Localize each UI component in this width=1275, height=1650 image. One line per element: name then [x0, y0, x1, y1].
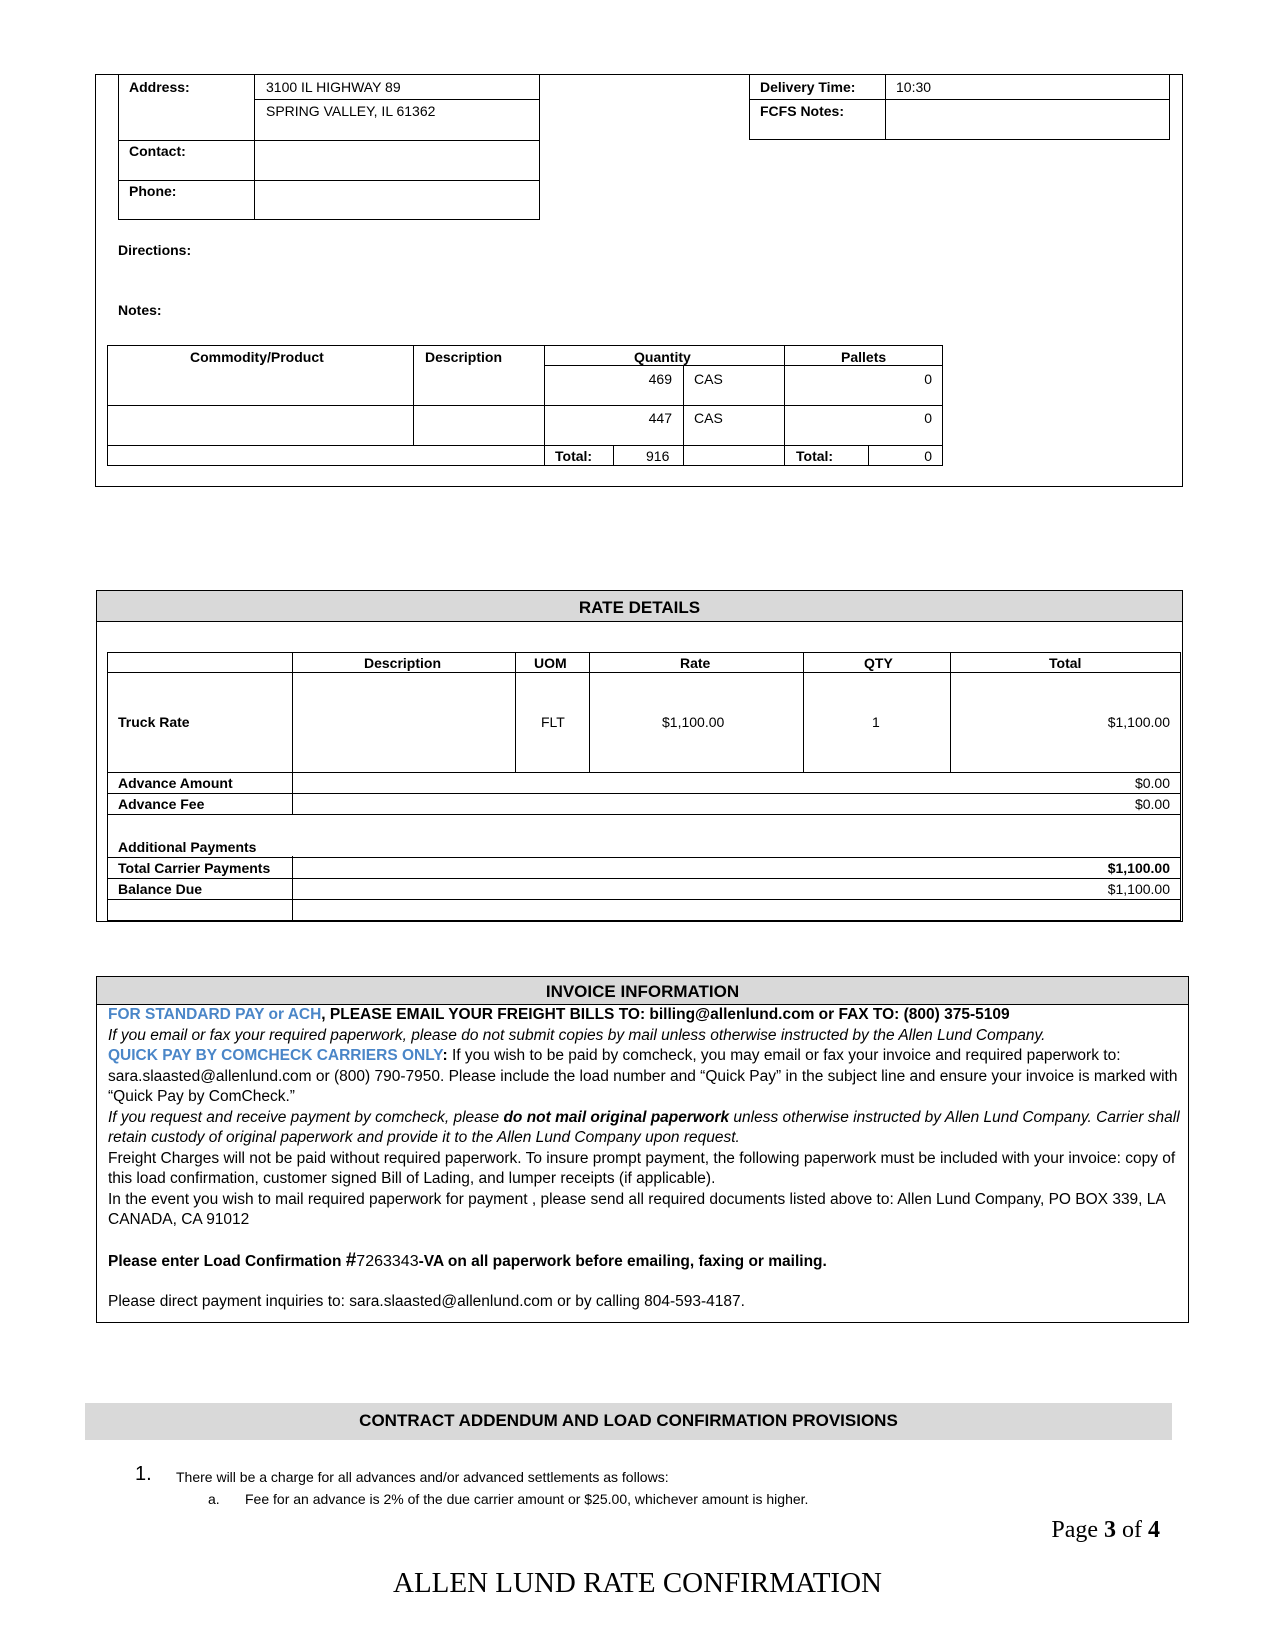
contact-label: Contact:: [129, 143, 186, 159]
advance-amount-value: $0.00: [1134, 775, 1170, 791]
rate-col-qty: QTY: [864, 655, 893, 671]
row2-pallets: 0: [924, 410, 932, 426]
truck-rate-label: Truck Rate: [118, 714, 190, 730]
advance-fee-value: $0.00: [1134, 796, 1170, 812]
row1-unit: CAS: [694, 371, 723, 387]
address-line2: SPRING VALLEY, IL 61362: [266, 103, 436, 119]
invoice-no-mail-note: If you email or fax your required paperwork, please do not submit copies by mail unless otherwise instructed by the Allen Lund Company.: [108, 1026, 1046, 1044]
fcfs-notes-label: FCFS Notes:: [760, 103, 844, 119]
row2-unit: CAS: [694, 410, 723, 426]
quick-pay-heading: QUICK PAY BY COMCHECK CARRIERS ONLY: [108, 1047, 443, 1064]
row2-qty: 447: [648, 410, 672, 426]
invoice-title: INVOICE INFORMATION: [545, 982, 740, 1001]
balance-due-value: $1,100.00: [1107, 881, 1170, 897]
address-line1: 3100 IL HIGHWAY 89: [266, 79, 401, 95]
additional-payments-label: Additional Payments: [118, 839, 257, 855]
invoice-payment-inquiries: Please direct payment inquiries to: sara.slaasted@allenlund.com or by calling 804-593-4187.: [108, 1293, 745, 1310]
advance-amount-label: Advance Amount: [118, 775, 233, 791]
total-carrier-payments-value: $1,100.00: [1107, 860, 1170, 876]
quick-pay-instructions: If you wish to be paid by comcheck, you may email or fax your invoice and required paperwork to: sara.slaasted@allenlund.com or (800) 790-7950. Please include the load number and “Quick Pay” in the subject line and ensure your invoice is marked with “Quick Pay by ComCheck.”: [108, 1047, 1178, 1105]
col-description: Description: [425, 349, 503, 365]
invoice-comcheck-note: If you request and receive payment by comcheck, please do not mail original paperwork unless otherwise instructed by Allen Lund Company. Carrier shall retain custody of original paperwork and provide it to the Allen Lund Company upon request.: [108, 1108, 1180, 1146]
addendum-title: CONTRACT ADDENDUM AND LOAD CONFIRMATION PROVISIONS: [359, 1411, 898, 1430]
truck-rate-qty: 1: [872, 714, 880, 730]
delivery-time-label: Delivery Time:: [760, 79, 856, 95]
row1-pallets: 0: [924, 371, 932, 387]
row1-qty: 469: [648, 371, 672, 387]
balance-due-label: Balance Due: [118, 881, 203, 897]
addendum-item1a-letter: a.: [208, 1491, 220, 1507]
truck-rate-rate: $1,100.00: [662, 714, 725, 730]
qty-total-label: Total:: [555, 448, 593, 464]
addendum-item1-number: 1.: [135, 1463, 152, 1485]
invoice-standard-pay: [108, 1005, 1180, 1026]
do-not-mail-emphasis: do not mail original paperwork: [503, 1108, 730, 1126]
standard-pay-instructions: , PLEASE EMAIL YOUR FREIGHT BILLS TO: billing@allenlund.com or FAX TO: (800) 375-5109: [321, 1006, 1010, 1023]
phone-label: Phone:: [129, 183, 177, 199]
advance-fee-label: Advance Fee: [118, 796, 205, 812]
rate-col-total: Total: [1049, 655, 1082, 671]
addendum-item1a-text: Fee for an advance is 2% of the due carrier amount or $25.00, whichever amount is higher.: [245, 1491, 809, 1507]
pallets-total-value: 0: [924, 448, 932, 464]
pallets-total-label: Total:: [796, 448, 834, 464]
notes-label: Notes:: [118, 302, 162, 318]
truck-rate-total: $1,100.00: [1107, 714, 1170, 730]
rate-col-uom: UOM: [534, 655, 567, 671]
col-commodity-product: Commodity/Product: [190, 349, 324, 365]
rate-col-rate: Rate: [680, 655, 711, 671]
invoice-mailing-address: In the event you wish to mail required paperwork for payment , please send all required documents listed above to: Allen Lund Company, PO BOX 339, LA CANADA, CA 91012: [108, 1190, 1165, 1228]
standard-pay-heading: FOR STANDARD PAY or ACH: [108, 1006, 322, 1023]
truck-rate-uom: FLT: [541, 714, 565, 730]
total-carrier-payments-label: Total Carrier Payments: [118, 860, 271, 876]
rate-table: [107, 652, 1181, 921]
invoice-load-confirmation: Please enter Load Confirmation #7263343-VA on all paperwork before emailing, faxing or mailing.: [108, 1249, 827, 1271]
invoice-quick-pay: QUICK PAY BY COMCHECK CARRIERS ONLY: If you wish to be paid by comcheck, you may email or fax your invoice and required paperwork to: sara.slaasted@allenlund.com or (800) 790-7950. Please include the load number and “Quick Pay” in the subject line and ensure your invoice is marked with “Quick Pay by ComCheck.”: [108, 1047, 1178, 1105]
col-pallets: Pallets: [841, 349, 887, 365]
delivery-time-value: 10:30: [896, 79, 932, 95]
document-title: ALLEN LUND RATE CONFIRMATION: [393, 1567, 882, 1599]
rate-details-title: RATE DETAILS: [578, 598, 701, 617]
qty-total-value: 916: [646, 448, 670, 464]
rate-col-description: Description: [364, 655, 442, 671]
invoice-paperwork-requirements: Freight Charges will not be paid without required paperwork. To insure prompt payment, the following paperwork must be included with your invoice: copy of this load confirmation, customer signed Bill of Lading, and lumper receipts (if applicable).: [108, 1149, 1176, 1187]
address-label: Address:: [129, 79, 190, 95]
directions-label: Directions:: [118, 242, 192, 258]
invoice-body: [108, 1005, 1180, 1313]
page-number: Page 3 of 4: [1051, 1517, 1160, 1543]
load-number: 7263343: [356, 1252, 419, 1270]
col-quantity: Quantity: [634, 349, 691, 365]
addendum-item1-text: There will be a charge for all advances and/or advanced settlements as follows:: [176, 1469, 669, 1485]
